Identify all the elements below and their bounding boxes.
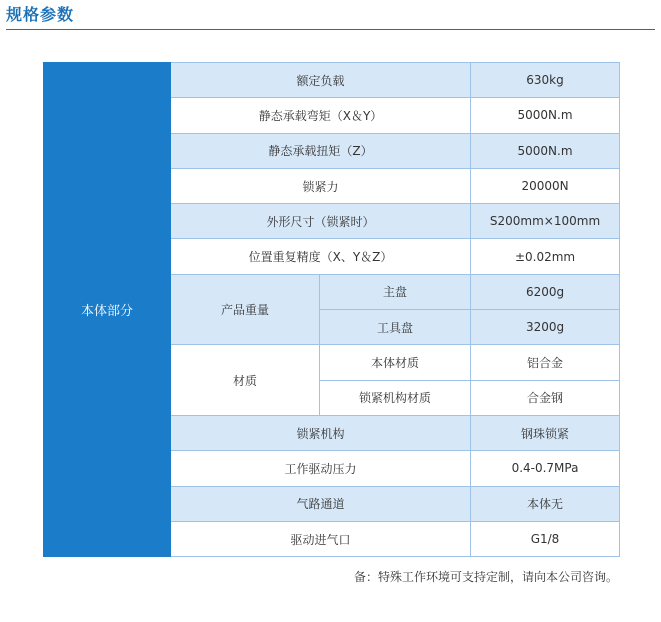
row-label: 位置重复精度（X、Y＆Z） [171, 239, 471, 274]
row-value: S200mm×100mm [471, 204, 620, 239]
sub-row-value: 6200g [471, 274, 620, 309]
row-label: 工作驱动压力 [171, 451, 471, 486]
sub-row-label: 本体材质 [320, 345, 471, 380]
row-label: 气路通道 [171, 486, 471, 521]
row-label: 驱动进气口 [171, 521, 471, 556]
spec-table [43, 62, 620, 557]
row-label: 额定负载 [171, 63, 471, 98]
sub-row-value: 铝合金 [471, 345, 620, 380]
row-label: 静态承载弯矩（X＆Y） [171, 98, 471, 133]
title-divider [6, 29, 655, 30]
sub-row-label: 主盘 [320, 274, 471, 309]
table-row [44, 63, 620, 98]
row-value: 0.4-0.7MPa [471, 451, 620, 486]
row-label: 静态承载扭矩（Z） [171, 133, 471, 168]
footnote: 备：特殊工作环境可支持定制，请向本公司咨询。 [353, 570, 618, 584]
row-value: 630kg [471, 63, 620, 98]
sub-row-value: 3200g [471, 310, 620, 345]
row-label: 锁紧力 [171, 168, 471, 203]
row-value: 5000N.m [471, 98, 620, 133]
row-value: 本体无 [471, 486, 620, 521]
row-label: 锁紧机构 [171, 415, 471, 450]
sub-row-value: 合金钢 [471, 380, 620, 415]
row-value: 20000N [471, 168, 620, 203]
group-label-weight: 产品重量 [171, 274, 320, 345]
sub-row-label: 工具盘 [320, 310, 471, 345]
row-value: 钢珠锁紧 [471, 415, 620, 450]
row-value: ±0.02mm [471, 239, 620, 274]
group-label-material: 材质 [171, 345, 320, 416]
row-value: G1/8 [471, 521, 620, 556]
row-value: 5000N.m [471, 133, 620, 168]
section-label: 本体部分 [44, 63, 171, 557]
page-title: 规格参数 [6, 5, 75, 24]
sub-row-label: 锁紧机构材质 [320, 380, 471, 415]
row-label: 外形尺寸（锁紧时） [171, 204, 471, 239]
